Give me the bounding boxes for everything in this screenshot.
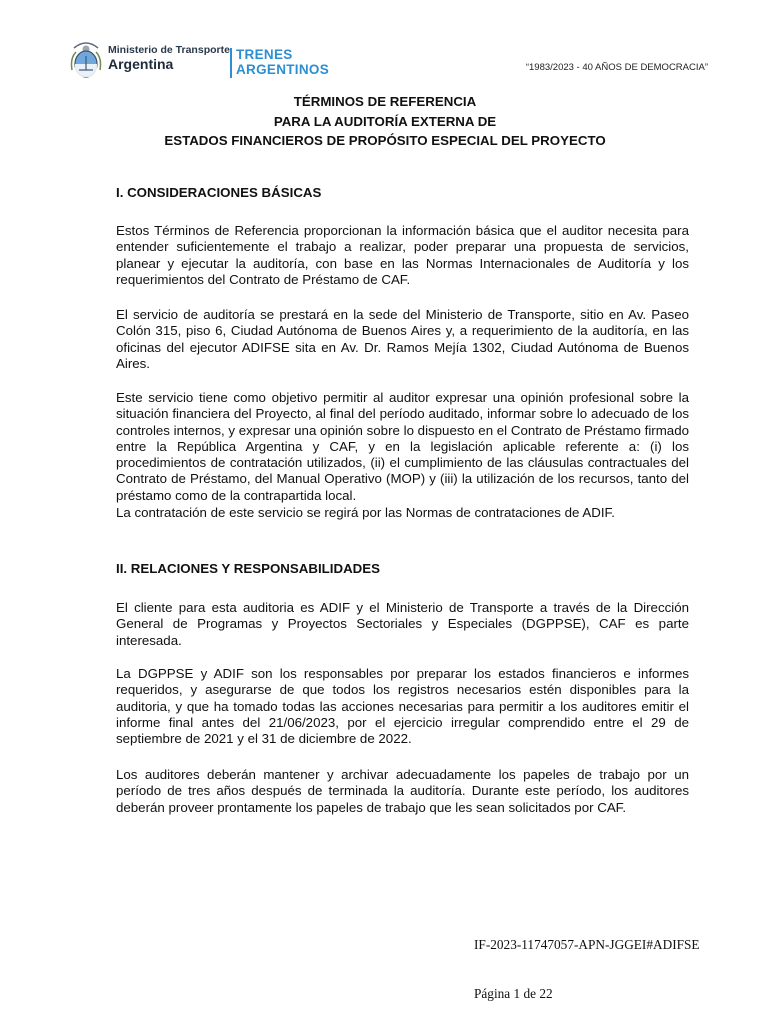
- page-number: Página 1 de 22: [474, 986, 553, 1001]
- title-line3: ESTADOS FINANCIEROS DE PROPÓSITO ESPECIAL DEL PROYECTO: [164, 133, 606, 148]
- document-title: [0, 92, 770, 151]
- section-heading: I. CONSIDERACIONES BÁSICAS: [116, 185, 322, 200]
- ministry-name-line2: Argentina: [108, 56, 174, 72]
- paragraph: La DGPPSE y ADIF son los responsables por preparar los estados financieros e informes requeridos, y asegurarse de que todos los registros necesarios estén disponibles para la auditoria, y que ha tomado todas las acciones necesarias para permitir a los auditores emitir el informe final antes del 21/06/2023, por el ejercicio irregular comprendido entre el 29 de septiembre de 2021 y el 31 de diciembre de 2022.: [116, 666, 689, 747]
- title-line2: PARA LA AUDITORÍA EXTERNA DE: [273, 113, 497, 129]
- argentina-coat-of-arms-icon: [68, 40, 104, 80]
- brand-line1: TRENES: [236, 47, 293, 62]
- brand-line2: ARGENTINOS: [236, 61, 330, 77]
- ministry-name-line1: Ministerio de Transporte: [108, 44, 230, 56]
- paragraph: Estos Términos de Referencia proporcionan la información básica que el auditor necesita para entender suficientemente el trabajo a realizar, poder preparar una propuesta de servicios, planear y ejecutar la auditoría, con base en las Normas Internacionales de Auditoría y los requerimientos del Contrato de Préstamo de CAF.: [116, 223, 689, 287]
- header-motto: “1983/2023 - 40 AÑOS DE DEMOCRACIA”: [525, 62, 708, 73]
- paragraph: Los auditores deberán mantener y archivar adecuadamente los papeles de trabajo por un período de tres años después de terminada la auditoría. Durante este período, los auditores deberán proveer prontamente los papeles de trabajo que les sean solicitados por CAF.: [116, 767, 689, 815]
- document-id: IF-2023-11747057-APN-JGGEI#ADIFSE: [474, 937, 700, 952]
- paragraph: El cliente para esta auditoria es ADIF y el Ministerio de Transporte a través de la Dirección General de Programas y Proyectos Sectoriales y Especiales (DGPPSE), CAF es parte interesada.: [116, 600, 689, 648]
- brand-divider: [230, 48, 232, 78]
- ministry-name: [108, 44, 230, 72]
- section-heading: II. RELACIONES Y RESPONSABILIDADES: [116, 561, 381, 576]
- title-line1: TÉRMINOS DE REFERENCIA: [293, 94, 477, 109]
- paragraph: Este servicio tiene como objetivo permitir al auditor expresar una opinión profesional sobre la situación financiera del Proyecto, al final del período auditado, informar sobre lo adecuado de los controles internos, y expresar una opinión sobre lo dispuesto en el Contrato de Préstamo firmado entre la República Argentina y CAF, y en la legislación aplicable referente a: (i) los procedimientos de contratación utilizados, (ii) el cumplimiento de las cláusulas contractuales del Contrato de Préstamo, del Manual Operativo (MOP) y (iii) la utilización de los recursos, tanto del préstamo como de la contrapartida local.: [116, 390, 689, 503]
- letterhead: [68, 38, 708, 88]
- paragraph: La contratación de este servicio se regirá por las Normas de contrataciones de ADIF.: [116, 505, 615, 520]
- trenes-argentinos-logo: [236, 48, 329, 77]
- paragraph: El servicio de auditoría se prestará en la sede del Ministerio de Transporte, sitio en Av. Paseo Colón 315, piso 6, Ciudad Autónoma de Buenos Aires y, a requerimiento de la auditoría, en las oficinas del ejecutor ADIFSE sita en Av. Dr. Ramos Mejía 1302, Ciudad Autónoma de Buenos Aires.: [116, 307, 689, 371]
